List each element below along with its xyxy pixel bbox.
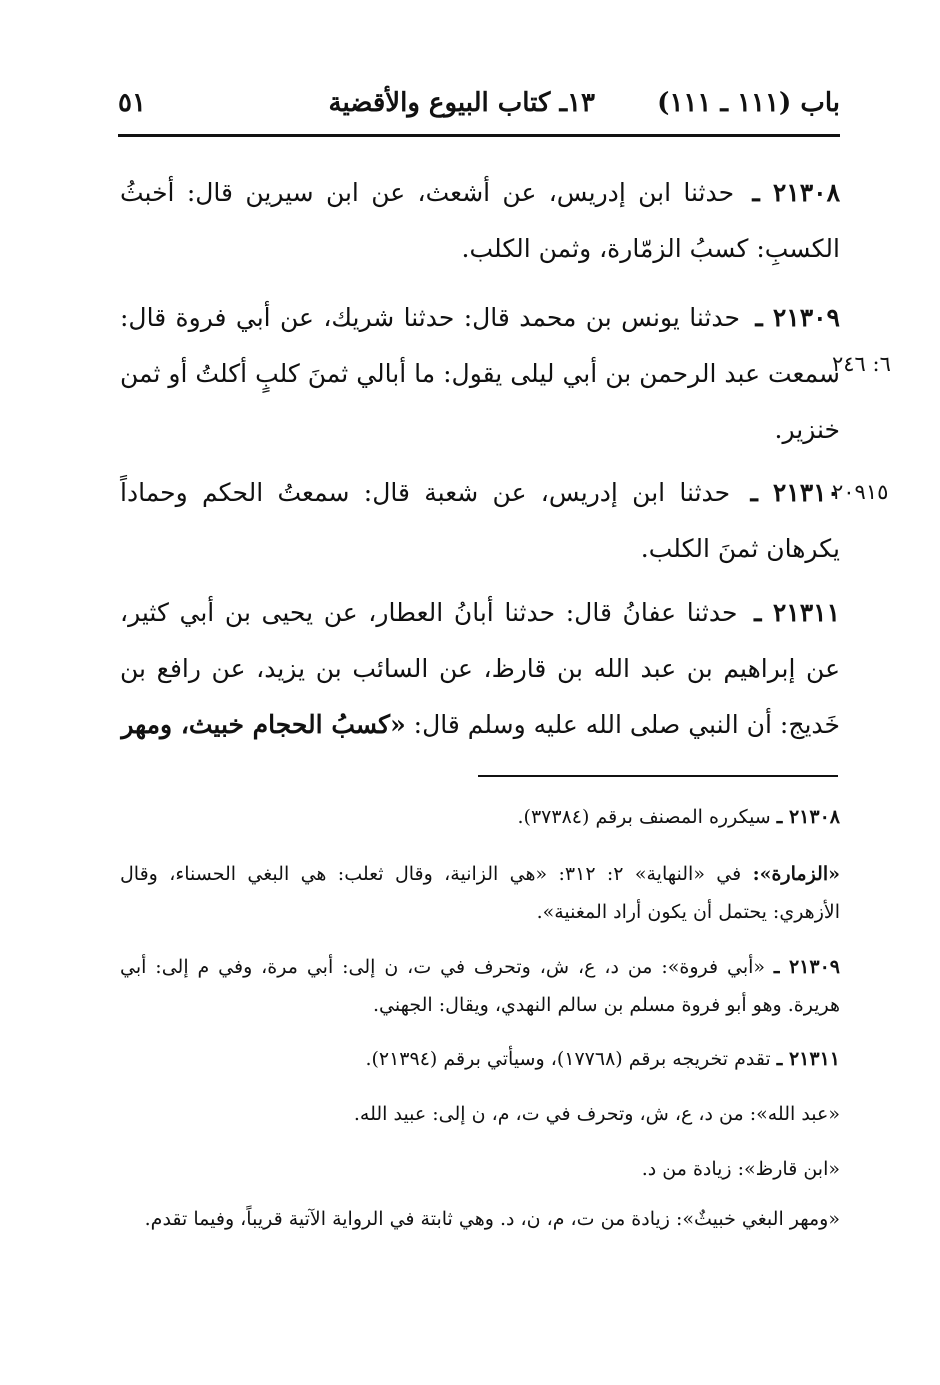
page-number: ٥١ (118, 88, 146, 118)
hadith-21309 (120, 290, 840, 458)
hadith-text: حدثنا ابن إدريس، عن أشعث، عن ابن سيرين قال: أخبثُ الكسبِ: كسبُ الزمّارة، وثمن الكلب. (120, 178, 840, 263)
footnote (120, 798, 840, 836)
hadith-text: حدثنا يونس بن محمد قال: حدثنا شريك، عن أبي فروة قال: سمعت عبد الرحمن بن أبي ليلى يقول: ما أبالي ثمنَ كلبٍ أكلتُ أو ثمن خنزير. (120, 303, 840, 444)
footnote-text: «ومهر البغي خبيثٌ»: زيادة من ت، م، ن، د. وهي ثابتة في الرواية الآتية قريباً، وفيما تقدم. (144, 1208, 840, 1230)
page-header (118, 88, 840, 128)
footnote (120, 948, 840, 1024)
footnote-text: «ابن قارظ»: زيادة من د. (641, 1158, 840, 1180)
chapter-heading: باب (١١١ ـ ١١١) (657, 88, 840, 118)
footnote (120, 1040, 840, 1078)
hadith-number: ٢١٣٠٨ ـ (752, 178, 840, 207)
footnote-label: ٢١٣٠٩ ـ (773, 956, 840, 978)
hadith-21310 (120, 465, 840, 577)
footnote-text: «عبد الله»: من د، ع، ش، وتحرف في ت، م، ن إلى: عبيد الله. (353, 1103, 840, 1125)
hadith-number: ٢١٣١١ ـ (754, 598, 841, 627)
margin-reference: ٢٠٩١٥ (832, 480, 889, 504)
hadith-text: حدثنا عفانُ قال: حدثنا أبانُ العطار، عن يحيى بن أبي كثير، عن إبراهيم بن عبد الله بن قارظ، عن السائب بن يزيد، عن رافع بن خَديج: أن النبي صلى الله عليه وسلم قال: (120, 598, 840, 739)
hadith-number: ٢١٣٠٩ ـ (755, 303, 840, 332)
book-title: ١٣ـ كتاب البيوع والأقضية (328, 88, 595, 118)
footnote-label: ٢١٣٠٨ ـ (776, 806, 840, 828)
footnote-text: سيكرره المصنف برقم (٣٧٣٨٤). (517, 806, 771, 828)
footnote-text: «أبي فروة»: من د، ع، ش، وتحرف في ت، ن إلى: أبي مرة، وفي م إلى: أبي هريرة. وهو أبو فروة مسلم بن سالم النهدي، ويقال: الجهني. (120, 956, 840, 1016)
hadith-21308 (120, 165, 840, 277)
footnote (120, 1150, 840, 1188)
footnote (120, 855, 840, 931)
footnote-text: في «النهاية» ٢: ٣١٢: «هي الزانية، وقال ثعلب: هي البغي الحسناء، وقال الأزهري: يحتمل أن يكون أراد المغنية». (120, 863, 840, 923)
footnote (120, 1095, 840, 1133)
footnote-label: ٢١٣١١ ـ (776, 1048, 840, 1070)
footnote-text: تقدم تخريجه برقم (١٧٧٦٨)، وسيأتي برقم (٢١٣٩٤). (365, 1048, 771, 1070)
footnote-separator (478, 775, 838, 777)
hadith-number: ٢١٣١٠ ـ (750, 478, 840, 507)
hadith-text: حدثنا ابن إدريس، عن شعبة قال: سمعتُ الحكم وحماداً يكرهان ثمنَ الكلب. (120, 478, 840, 563)
footnote (120, 1200, 840, 1238)
footnote-label: «الزمارة»: (752, 863, 840, 885)
hadith-quote-bold: «كسبُ الحجام خبيث، ومهر (121, 710, 406, 739)
margin-reference: ٦: ٢٤٦ (832, 352, 891, 376)
hadith-21311 (120, 585, 840, 753)
header-rule (118, 134, 840, 137)
